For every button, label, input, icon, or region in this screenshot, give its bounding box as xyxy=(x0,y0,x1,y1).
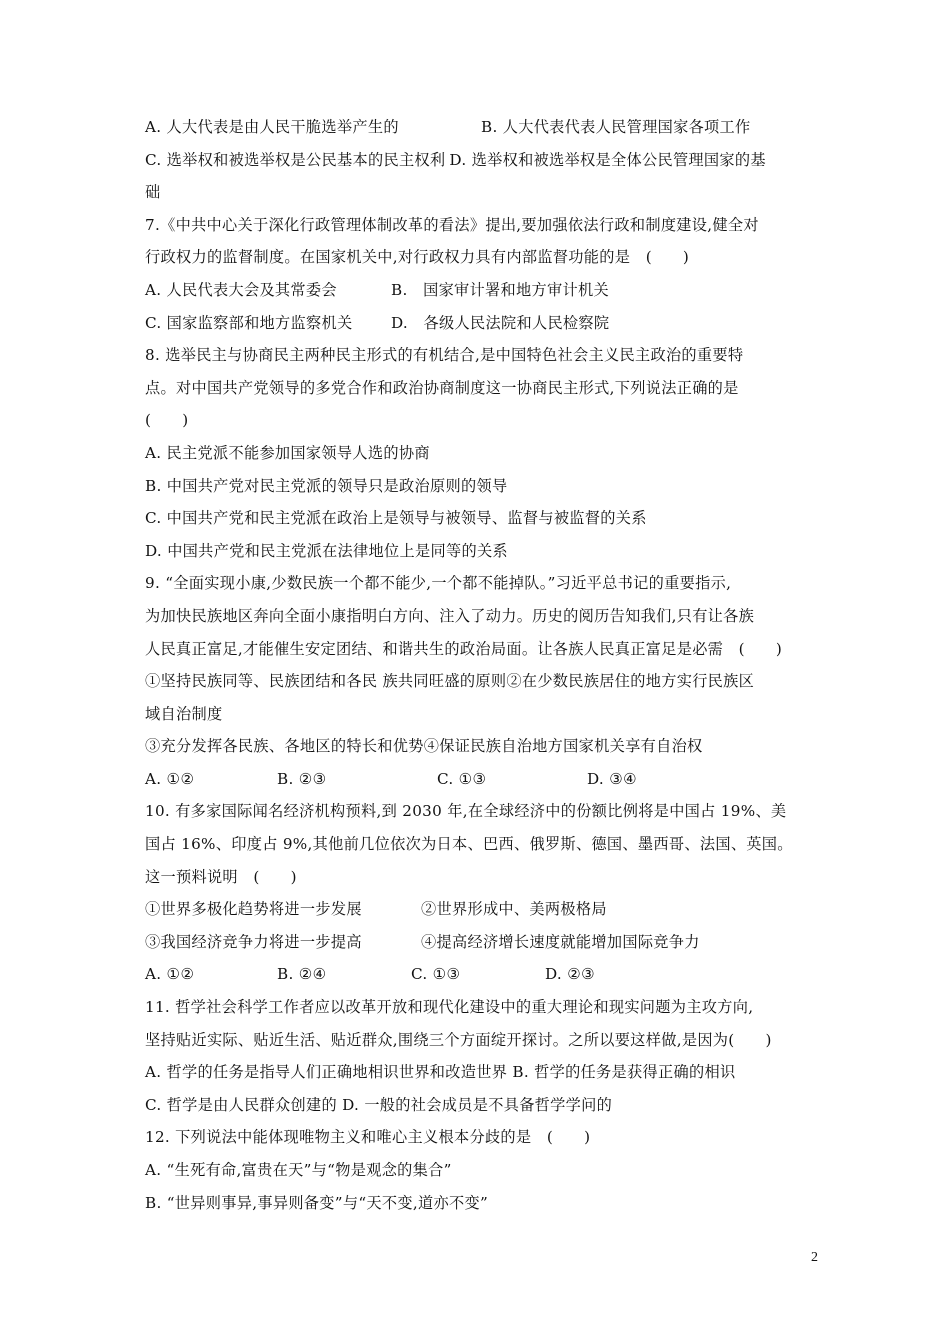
q6-options-cd xyxy=(145,144,825,177)
q10-statement-3: ③我国经济竞争力将进一步提高 xyxy=(145,932,362,951)
q6-options-ab xyxy=(145,111,825,144)
q10-statements-12 xyxy=(145,893,825,926)
q8-stem: 8. 选举民主与协商民主两种民主形式的有机结合,是中国特色社会主义民主政治的重要特 xyxy=(145,346,744,365)
q11-options-cd: C. 哲学是由人民群众创建的 D. 一般的社会成员是不具备哲学学问的 xyxy=(145,1095,613,1114)
q10-stem-cont: 国占 16%、印度占 9%,其他前几位依次为日本、巴西、俄罗斯、德国、墨西哥、法国、英国。 xyxy=(145,835,793,854)
q9-statements-1: ①坚持民族同等、民族团结和各民 族共同旺盛的原则②在少数民族居住的地方实行民族区 xyxy=(145,672,755,691)
q10-statement-1: ①世界多极化趋势将进一步发展 xyxy=(145,900,362,919)
q10-stem-cont-2: 这一预料说明 ( ) xyxy=(145,867,297,886)
q6-option-a: A. 人大代表是由人民干脆选举产生的 xyxy=(145,118,399,136)
q9-option-d: D. ③④ xyxy=(587,769,638,788)
q7-option-b: B. 国家审计署和地方审计机关 xyxy=(391,280,609,299)
q12-stem: 12. 下列说法中能体现唯物主义和唯心主义根本分歧的是 ( ) xyxy=(145,1128,591,1147)
q6-option-d: D. 选举权和被选举权是全体公民管理国家的基 xyxy=(449,150,766,169)
q12-option-b: B. “世异则事异,事异则备变”与“天不变,道亦不变” xyxy=(145,1193,489,1212)
q12-option-a: A. “生死有命,富贵在天”与“物是观念的集合” xyxy=(145,1161,452,1179)
q9-stem: 9. “全面实现小康,少数民族一个都不能少,一个都不能掉队。”习近平总书记的重要指示, xyxy=(145,574,732,593)
q7-stem: 7.《中共中心关于深化行政管理体制改革的看法》提出,要加强依法行政和制度建设,健全对 xyxy=(145,215,759,234)
q10-option-c: C. ①③ xyxy=(411,965,461,984)
q9-statements-1-cont: 域自治制度 xyxy=(145,704,223,723)
q9-option-a: A. ①② xyxy=(145,769,195,788)
q7-options-cd xyxy=(145,307,825,340)
q7-option-a: A. 人民代表大会及其常委会 xyxy=(145,280,337,299)
q7-option-c: C. 国家监察部和地方监察机关 xyxy=(145,313,353,332)
q8-option-c: C. 中国共产党和民主党派在政治上是领导与被领导、监督与被监督的关系 xyxy=(145,509,647,528)
q7-options-ab xyxy=(145,274,825,307)
q10-statement-2: ②世界形成中、美两极格局 xyxy=(421,900,607,919)
q10-option-d: D. ②③ xyxy=(545,965,596,984)
q8-option-d: D. 中国共产党和民主党派在法律地位上是同等的关系 xyxy=(145,541,508,560)
q7-stem-cont: 行政权力的监督制度。在国家机关中,对行政权力具有内部监督功能的是 ( ) xyxy=(145,248,690,267)
q10-statements-34 xyxy=(145,926,825,959)
q10-option-a: A. ①② xyxy=(145,965,195,984)
q9-option-c: C. ①③ xyxy=(437,769,487,788)
q8-answer-blank: ( ) xyxy=(145,411,189,430)
exam-page xyxy=(145,111,825,1219)
q6-option-d-cont: 础 xyxy=(145,183,161,202)
q10-stem: 10. 有多家国际闻名经济机构预料,到 2030 年,在全球经济中的份额比例将是中国占 19%、美 xyxy=(145,802,787,821)
q11-stem: 11. 哲学社会科学工作者应以改革开放和现代化建设中的重大理论和现实问题为主攻方向, xyxy=(145,998,754,1017)
q10-statement-4: ④提高经济增长速度就能增加国际竞争力 xyxy=(421,932,700,951)
q10-options xyxy=(145,958,825,991)
q9-options xyxy=(145,763,825,796)
q8-option-a: A. 民主党派不能参加国家领导人选的协商 xyxy=(145,443,430,462)
q8-stem-cont: 点。对中国共产党领导的多党合作和政治协商制度这一协商民主形式,下列说法正确的是 xyxy=(145,378,739,397)
q8-option-b: B. 中国共产党对民主党派的领导只是政治原则的领导 xyxy=(145,476,508,495)
q6-option-c: C. 选举权和被选举权是公民基本的民主权利 xyxy=(145,150,446,169)
q9-option-b: B. ②③ xyxy=(277,769,327,788)
page-number: 2 xyxy=(811,1250,818,1265)
q9-stem-cont-2: 人民真正富足,才能催生安定团结、和谐共生的政治局面。让各族人民真正富足是必需 ( ) xyxy=(145,639,783,658)
q10-option-b: B. ②④ xyxy=(277,965,327,984)
q11-options-ab: A. 哲学的任务是指导人们正确地相识世界和改造世界 B. 哲学的任务是获得正确的相识 xyxy=(145,1063,736,1082)
q9-statements-2: ③充分发挥各民族、各地区的特长和优势④保证民族自治地方国家机关享有自治权 xyxy=(145,737,703,756)
q9-stem-cont: 为加快民族地区奔向全面小康指明白方向、注入了动力。历史的阅历告知我们,只有让各族 xyxy=(145,606,755,625)
q11-stem-cont: 坚持贴近实际、贴近生活、贴近群众,围绕三个方面绽开探讨。之所以要这样做,是因为( ) xyxy=(145,1030,772,1049)
q6-option-b: B. 人大代表代表人民管理国家各项工作 xyxy=(481,118,751,136)
q7-option-d: D. 各级人民法院和人民检察院 xyxy=(391,313,610,332)
